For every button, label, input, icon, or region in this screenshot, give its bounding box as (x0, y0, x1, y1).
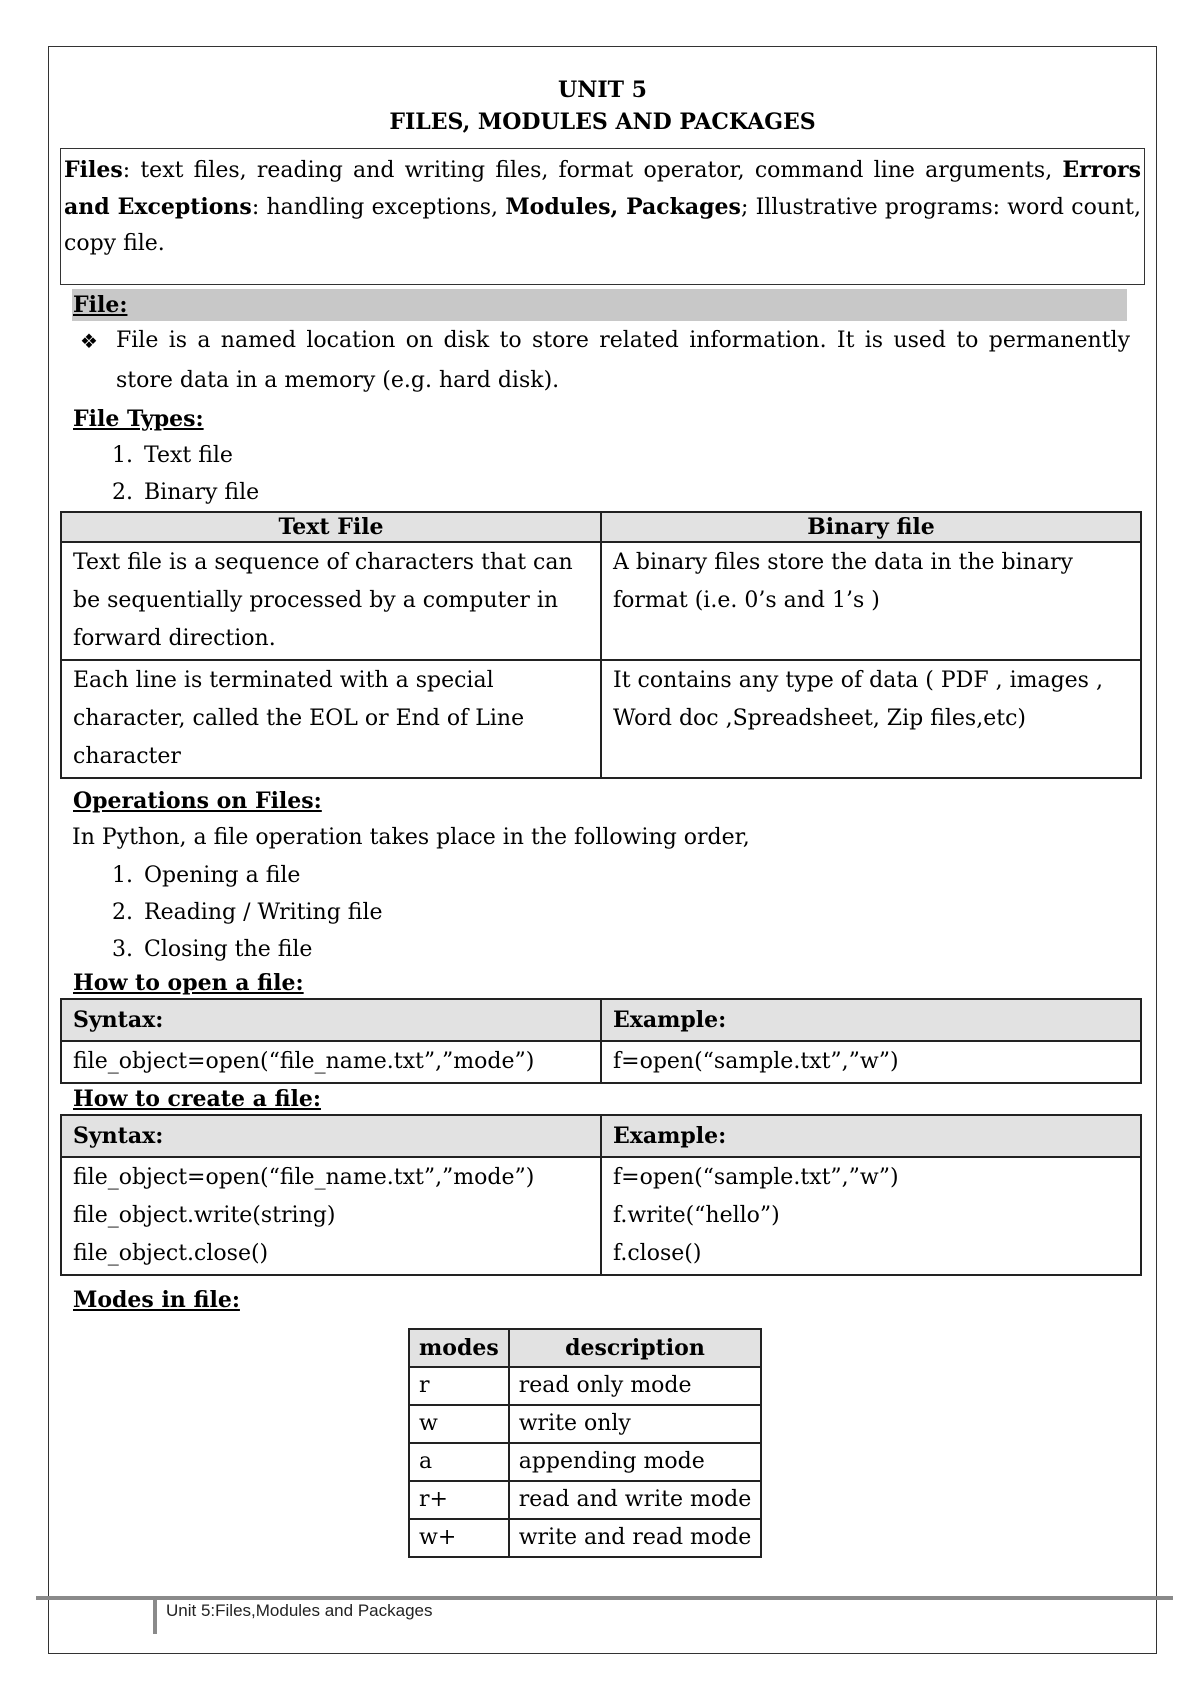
example-line: f=open(“sample.txt”,”w”) (613, 1165, 899, 1190)
modes-heading: Modes in file: (73, 1287, 240, 1313)
syllabus-errors-label: Errors and Exceptions (64, 157, 1141, 220)
create-file-heading: How to create a file: (73, 1086, 321, 1112)
list-item: 2. Reading / Writing file (140, 894, 1145, 931)
table-row (61, 1157, 1141, 1275)
footer-divider (36, 1596, 1173, 1600)
diamond-bullet-icon: ❖ (80, 329, 98, 353)
table-row (61, 542, 1141, 660)
table-header-row (61, 999, 1141, 1041)
footer-accent-bar (153, 1600, 157, 1634)
example-cell: f=open(“sample.txt”,”w”) (601, 1041, 1141, 1083)
table-cell: A binary files store the data in the binary format (i.e. 0’s and 1’s ) (601, 542, 1141, 660)
open-file-heading: How to open a file: (73, 970, 304, 996)
modes-table (408, 1328, 762, 1558)
page-content (60, 74, 1145, 1558)
list-item: 3. Closing the file (140, 931, 1145, 968)
syllabus-errors-text: : handling exceptions, (251, 195, 506, 220)
table-row (409, 1405, 761, 1443)
list-item: 1. Text file (140, 437, 1145, 474)
syllabus-box (60, 148, 1145, 285)
description-cell: write and read mode (509, 1519, 762, 1557)
operations-list (60, 857, 1145, 968)
operations-intro: In Python, a file operation takes place in the following order, (72, 825, 750, 850)
mode-cell: w (409, 1405, 509, 1443)
table-cell: It contains any type of data ( PDF , images , Word doc ,Spreadsheet, Zip files,etc) (601, 660, 1141, 778)
file-heading: File: (72, 289, 1127, 321)
table-row (61, 1041, 1141, 1083)
syntax-line: file_object.close() (73, 1241, 269, 1266)
table-row (61, 660, 1141, 778)
footer-text: Unit 5:Files,Modules and Packages (166, 1601, 433, 1620)
unit-number: UNIT 5 (558, 77, 647, 103)
syntax-cell: file_object=open(“file_name.txt”,”mode”) (61, 1041, 601, 1083)
table-row (409, 1519, 761, 1557)
description-cell: read only mode (509, 1367, 762, 1405)
description-cell: read and write mode (509, 1481, 762, 1519)
example-header: Example: (601, 999, 1141, 1041)
description-cell: write only (509, 1405, 762, 1443)
syllabus-files-label: Files (64, 157, 123, 183)
mode-cell: r+ (409, 1481, 509, 1519)
table-row (409, 1481, 761, 1519)
example-header: Example: (601, 1115, 1141, 1157)
mode-cell: w+ (409, 1519, 509, 1557)
syllabus-files-text: : text files, reading and writing files, format operator, command line arguments, (122, 158, 1053, 183)
syntax-header: Syntax: (61, 1115, 601, 1157)
description-column-header: description (509, 1329, 762, 1367)
example-line: f.close() (613, 1241, 702, 1266)
list-item: 2. Binary file (140, 474, 1145, 511)
example-line: f.write(“hello”) (613, 1203, 780, 1228)
page-title: FILES, MODULES AND PACKAGES (389, 109, 816, 135)
syllabus-modules-text: ; Illustrative programs: word count, copy file. (64, 195, 1141, 256)
file-types-heading: File Types: (73, 406, 204, 432)
modes-column-header: modes (409, 1329, 509, 1367)
table-cell: Text file is a sequence of characters that can be sequentially processed by a computer in forward direction. (61, 542, 601, 660)
column-header-binary-file: Binary file (601, 512, 1141, 542)
text-vs-binary-table (60, 511, 1142, 779)
list-item: 1. Opening a file (140, 857, 1145, 894)
table-header-row (61, 512, 1141, 542)
syntax-line: file_object=open(“file_name.txt”,”mode”) (73, 1165, 535, 1190)
table-cell: Each line is terminated with a special character, called the EOL or End of Line character (61, 660, 601, 778)
file-definition-text: File is a named location on disk to store related information. It is used to permanently store data in a memory (e.g. hard disk). (116, 328, 1130, 393)
syllabus-modules-label: Modules, Packages (505, 194, 741, 220)
table-header-row (61, 1115, 1141, 1157)
syntax-header: Syntax: (61, 999, 601, 1041)
open-file-table (60, 998, 1142, 1084)
file-types-list (60, 437, 1145, 511)
mode-cell: r (409, 1367, 509, 1405)
table-header-row (409, 1329, 761, 1367)
table-row (409, 1443, 761, 1481)
table-row (409, 1367, 761, 1405)
mode-cell: a (409, 1443, 509, 1481)
description-cell: appending mode (509, 1443, 762, 1481)
example-cell (601, 1157, 1141, 1275)
syntax-cell (61, 1157, 601, 1275)
operations-heading: Operations on Files: (73, 788, 322, 814)
file-definition-bullet (60, 321, 1145, 401)
column-header-text-file: Text File (61, 512, 601, 542)
create-file-table (60, 1114, 1142, 1276)
syntax-line: file_object.write(string) (73, 1203, 336, 1228)
